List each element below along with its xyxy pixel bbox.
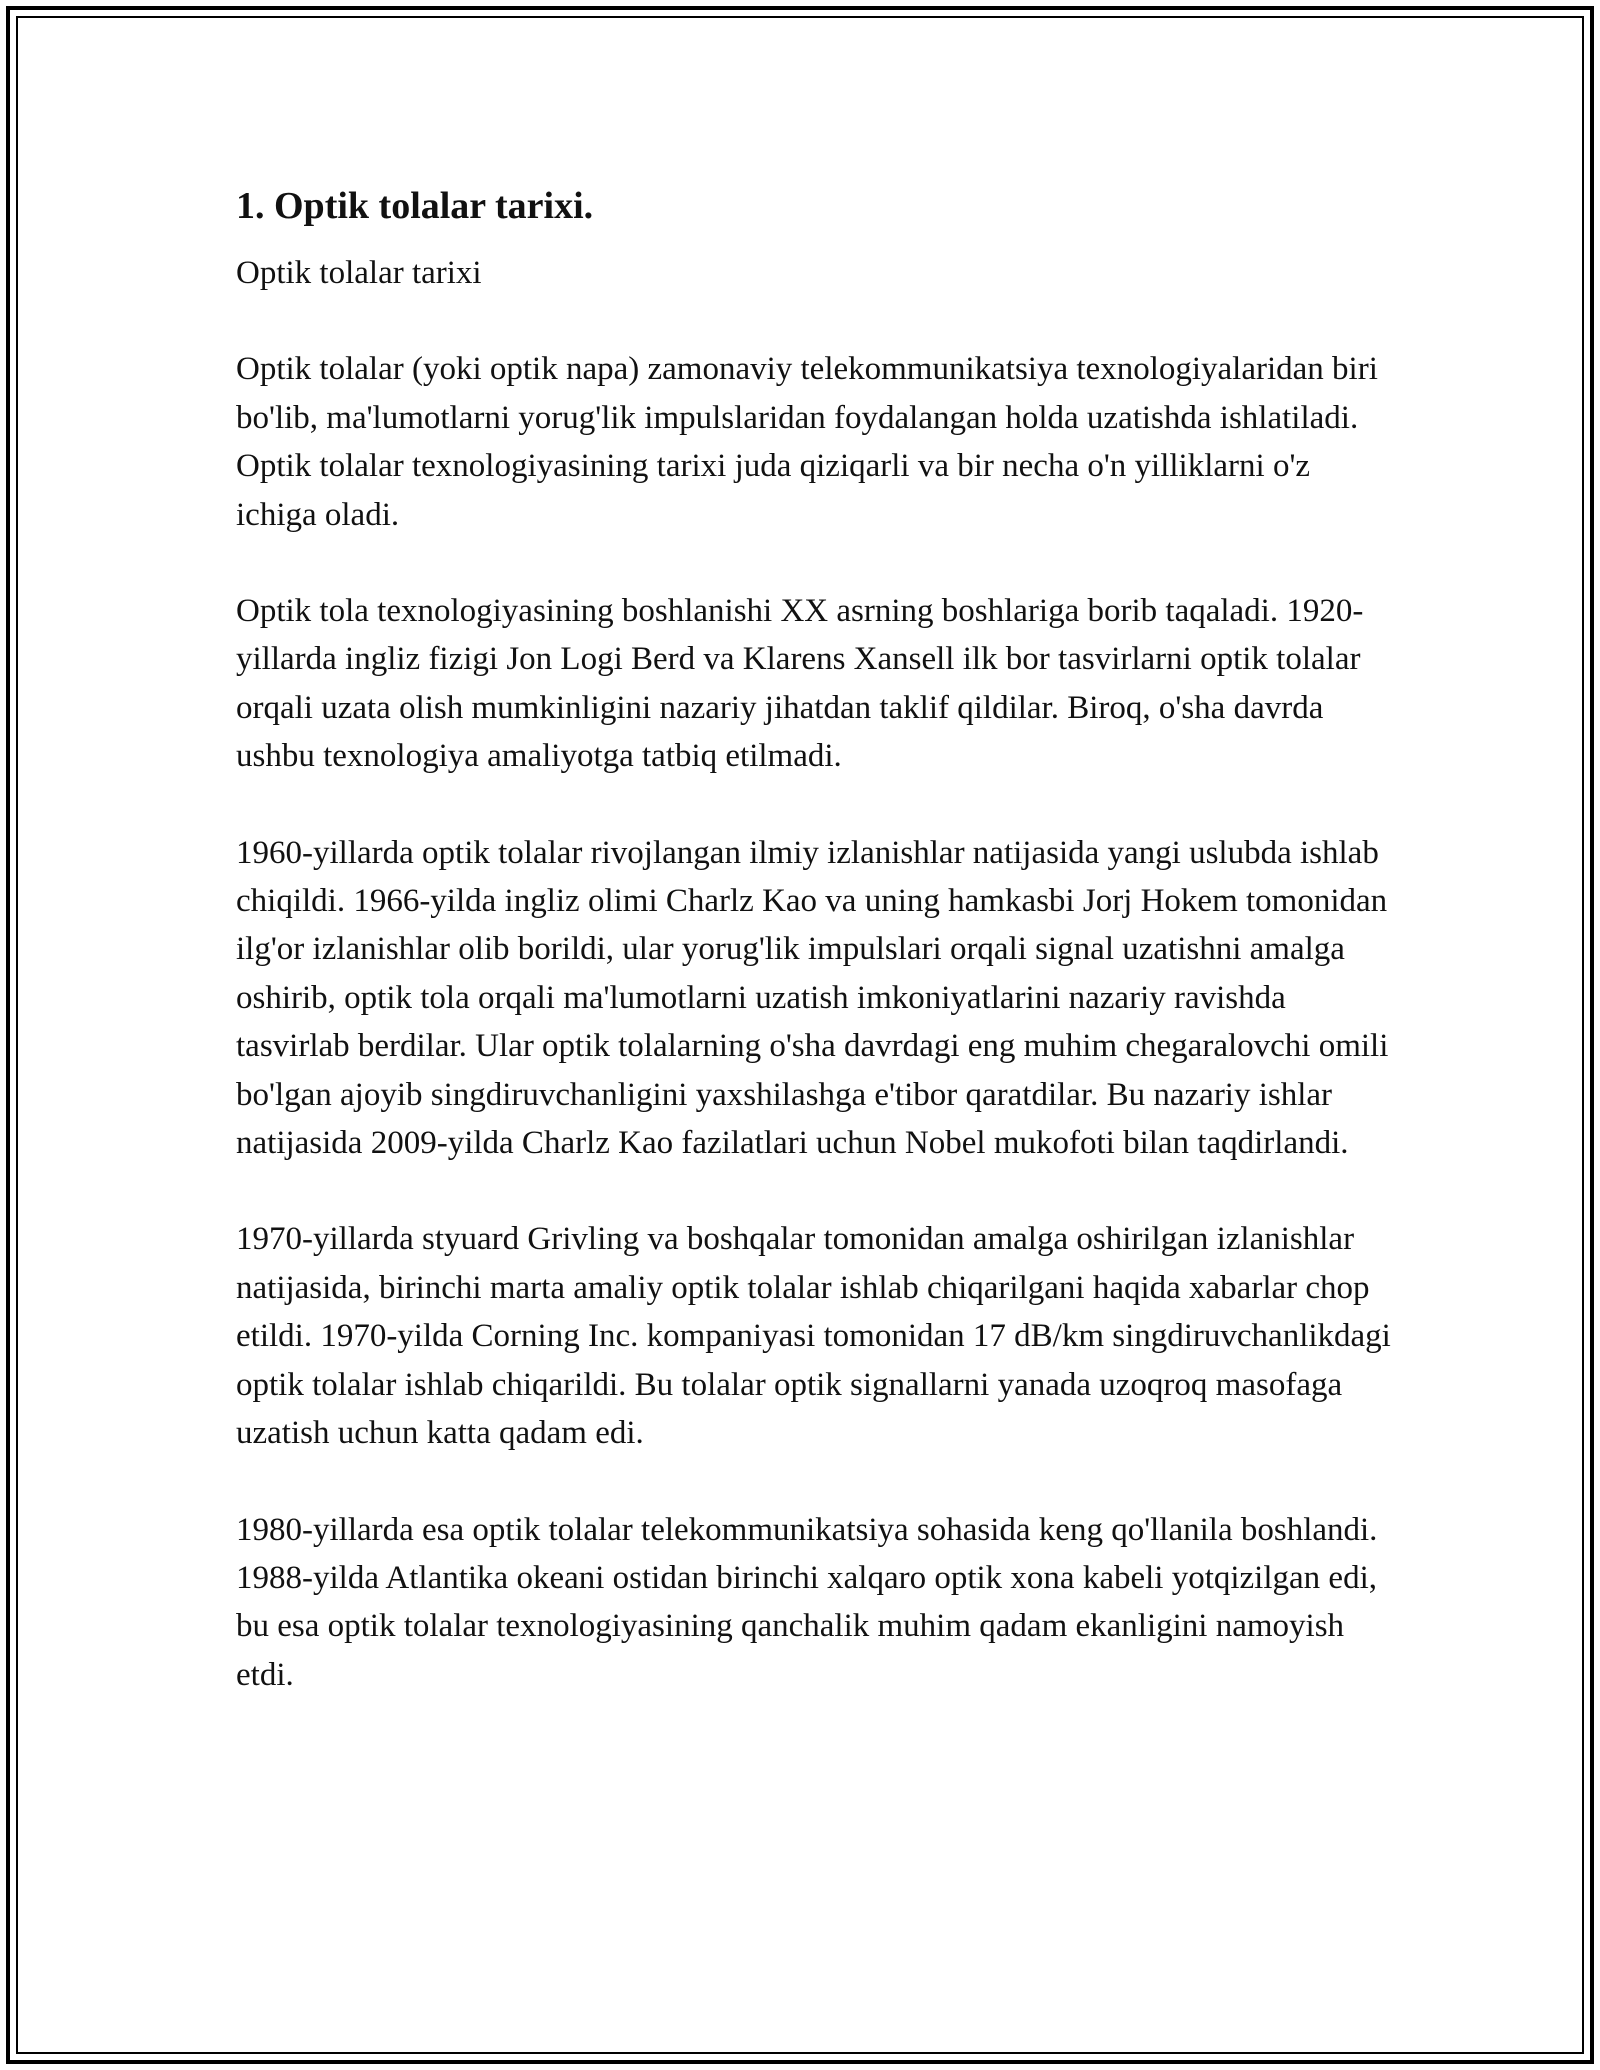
paragraph-intro: Optik tolalar (yoki optik napa) zamonaviy telekommunikatsiya texnologiyalaridan biri bo'lib, ma'lumotlarni yorug'lik impulslaridan foydalangan holda uzatishda ishlatiladi. Optik tolalar texnologiyasining tarixi juda qiziqarli va bir necha o'n yilliklarni o'z ichiga oladi. [236,351,1378,533]
section-subtitle: Optik tolalar tarixi [236,255,482,292]
section-heading: 1. Optik tolalar tarixi. [236,185,594,227]
paragraph-1970s: 1970-yillarda styuard Grivling va boshqalar tomonidan amalga oshirilgan izlanishlar natijasida, birinchi marta amaliy optik tolalar ishlab chiqarilgani haqida xabarlar chop etildi. 1970-yilda Corning Inc. kompaniyasi tomonidan 17 dB/km singdiruvchanlikdagi optik tolalar ishlab chiqarildi. Bu tolalar optik signallarni yanada uzoqroq masofaga uzatish uchun katta qadam edi. [236,1221,1391,1452]
paragraph-early-history: Optik tola texnologiyasining boshlanishi XX asrning boshlariga borib taqaladi. 1920-yillarda ingliz fizigi Jon Logi Berd va Klarens Xansell ilk bor tasvirlarni optik tolalar orqali uzata olish mumkinligini nazariy jihatdan taklif qildilar. Biroq, o'sha davrda ushbu texnologiya amaliyotga tatbiq etilmadi. [236,593,1364,775]
document-body [236,182,1396,1699]
paragraph-1960s: 1960-yillarda optik tolalar rivojlangan ilmiy izlanishlar natijasida yangi uslubda ishlab chiqildi. 1966-yilda ingliz olimi Charlz Kao va uning hamkasbi Jorj Hokem tomonidan ilg'or izlanishlar olib borildi, ular yorug'lik impulslari orqali signal uzatishni amalga oshirib, optik tola orqali ma'lumotlarni uzatish imkoniyatlarini nazariy ravishda tasvirlab berdilar. Ular optik tolalarning o'sha davrdagi eng muhim chegaralovchi omili bo'lgan ajoyib singdiruvchanligini yaxshilashga e'tibor qaratdilar. Bu nazariy ishlar natijasida 2009-yilda Charlz Kao fazilatlari uchun Nobel mukofoti bilan taqdirlandi. [236,834,1389,1162]
paragraph-1980s: 1980-yillarda esa optik tolalar telekommunikatsiya sohasida keng qo'llanila boshlandi. 1988-yilda Atlantika okeani ostidan birinchi xalqaro optik xona kabeli yotqizilgan edi, bu esa optik tolalar texnologiyasining qanchalik muhim qadam ekanligini namoyish etdi. [236,1511,1378,1693]
